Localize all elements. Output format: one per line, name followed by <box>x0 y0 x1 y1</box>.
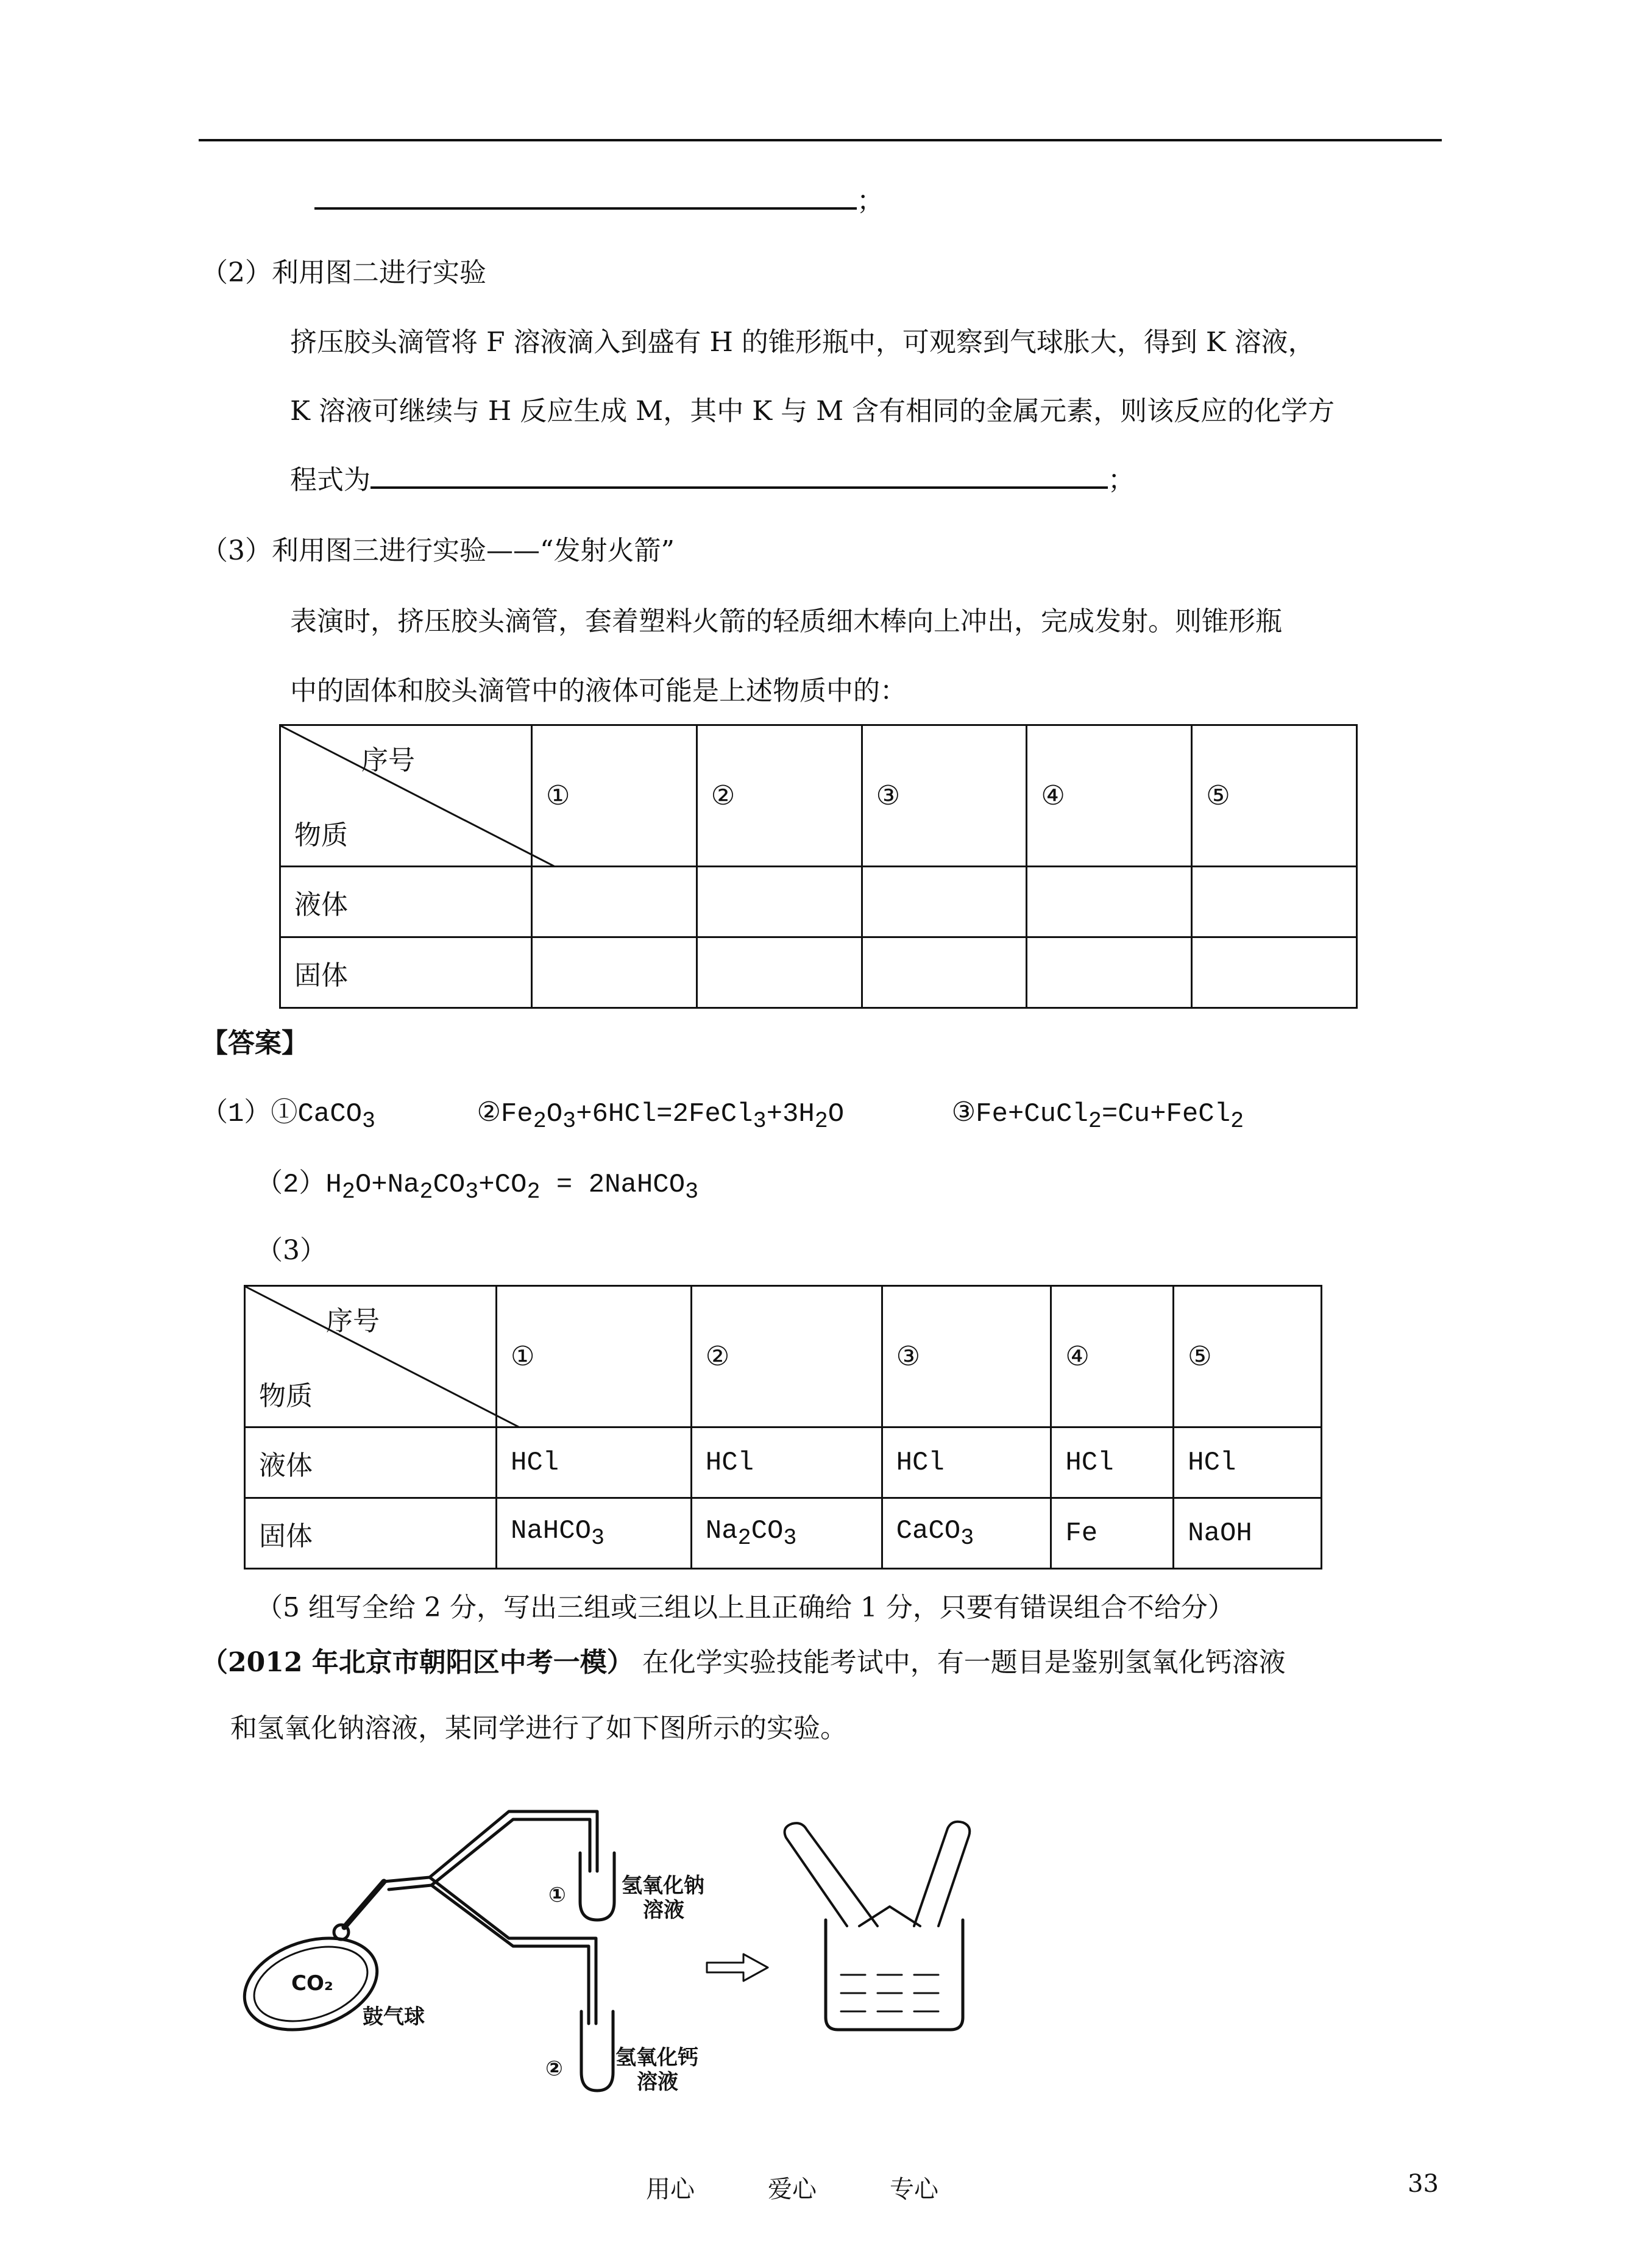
table-cell: Fe <box>1051 1498 1174 1569</box>
table-cell <box>532 867 697 937</box>
table-cell <box>1192 937 1357 1008</box>
answer-1-item1: ①CaCO <box>271 1099 363 1129</box>
answer-1-item3: ③Fe+CuCl <box>951 1099 1088 1129</box>
answer-3: （3） <box>256 1235 327 1266</box>
table1-corner <box>280 725 532 867</box>
page-number: 33 <box>1408 2170 1439 2198</box>
question-source: （2012 年北京市朝阳区中考一模） <box>201 1647 634 1678</box>
col-header: ④ <box>1051 1286 1174 1427</box>
q2-line3-suffix: ； <box>1108 464 1135 496</box>
table-cell: HCl <box>882 1427 1051 1498</box>
tube2-number: ② <box>545 2056 563 2081</box>
tube-upper <box>384 1811 597 1882</box>
table2-corner <box>245 1286 497 1427</box>
answer-1-item2: ②Fe <box>477 1099 533 1129</box>
q2-line1: 挤压胶头滴管将 F 溶液滴入到盛有 H 的锥形瓶中，可观察到气球胀大，得到 K 溶液， <box>290 327 1315 358</box>
scoring-note: （5 组写全给 2 分，写出三组或三组以上且正确给 1 分，只要有错误组合不给分） <box>256 1592 1235 1623</box>
table-cell <box>697 867 862 937</box>
col-header: ② <box>691 1286 882 1427</box>
q2-line3 <box>290 462 1135 499</box>
col-header: ④ <box>1027 725 1192 867</box>
table-cell: HCl <box>1051 1427 1174 1498</box>
col-header: ⑤ <box>1174 1286 1322 1427</box>
table-cell: HCl <box>1174 1427 1322 1498</box>
table-cell: HCl <box>691 1427 882 1498</box>
table-cell <box>532 937 697 1008</box>
table-cell: NaHCO$_3$ <box>497 1498 692 1569</box>
beaker-top <box>859 1907 920 1926</box>
tube1-name-a: 氢氧化钠 <box>622 1874 704 1898</box>
q2-heading: （2）利用图二进行实验 <box>201 257 486 288</box>
footer-item: 用心 <box>646 2175 695 2203</box>
table-cell <box>1027 937 1192 1008</box>
beaker-tube-right <box>914 1822 970 1926</box>
corner-top-label: 序号 <box>326 1306 380 1337</box>
beaker-tube-left <box>785 1823 878 1926</box>
col-header: ① <box>497 1286 692 1427</box>
answer-blank-line <box>314 183 884 219</box>
footer-item: 爱心 <box>768 2175 817 2203</box>
row-label: 固体 <box>280 937 532 1008</box>
q3-heading: （3）利用图三进行实验——“发射火箭” <box>201 535 675 566</box>
blank-suffix: ； <box>857 185 884 216</box>
corner-bottom-label: 物质 <box>294 820 348 851</box>
corner-top-label: 序号 <box>361 745 415 776</box>
col-header: ⑤ <box>1192 725 1357 867</box>
row-label: 液体 <box>245 1427 497 1498</box>
col-header: ③ <box>862 725 1027 867</box>
table-cell: NaOH <box>1174 1498 1322 1569</box>
col-header: ③ <box>882 1286 1051 1427</box>
tube2-name-b: 溶液 <box>637 2070 678 2094</box>
tube1-number: ① <box>548 1883 566 1907</box>
table-cell <box>862 937 1027 1008</box>
balloon-neck <box>344 1882 384 1927</box>
arrow-icon <box>707 1954 768 1981</box>
table-cell: HCl <box>497 1427 692 1498</box>
q2-line2: K 溶液可继续与 H 反应生成 M，其中 K 与 M 含有相同的金属元素，则该反应的化学方 <box>290 396 1335 427</box>
table-cell: $Na_2CO_3$ <box>691 1498 882 1569</box>
next-question-line2: 和氢氧化钠溶液，某同学进行了如下图所示的实验。 <box>230 1713 847 1744</box>
row-label: 液体 <box>280 867 532 937</box>
corner-bottom-label: 物质 <box>259 1381 313 1412</box>
table-cell <box>1192 867 1357 937</box>
co2-label: CO₂ <box>291 1971 333 1996</box>
table-cell <box>1027 867 1192 937</box>
answer-heading: 【答案】 <box>201 1028 308 1059</box>
row-label: 固体 <box>245 1498 497 1569</box>
table-2 <box>244 1285 1322 1569</box>
table-cell <box>862 867 1027 937</box>
beaker-liquid <box>841 1975 938 2011</box>
answer-2-prefix: （2） <box>256 1170 326 1200</box>
col-header: ① <box>532 725 697 867</box>
answer-2: $(2)H_2O+Na_2CO_3+CO_2$ = 2NaHCO$_3$ <box>256 1170 699 1205</box>
question-text: 在化学实验技能考试中，有一题目是鉴别氢氧化钙溶液 <box>633 1647 1286 1678</box>
q2-line3-prefix: 程式为 <box>290 464 370 496</box>
table-cell <box>697 937 862 1008</box>
balloon-valve <box>334 1925 349 1939</box>
header-rule <box>199 139 1442 141</box>
q3-line1: 表演时，挤压胶头滴管，套着塑料火箭的轻质细木棒向上冲出，完成发射。则锥形瓶 <box>290 606 1282 637</box>
next-question-line1 <box>201 1644 1286 1681</box>
experiment-figure <box>232 1755 1024 2121</box>
balloon-label: 鼓气球 <box>363 2005 425 2029</box>
footer-item: 专心 <box>890 2175 938 2203</box>
col-header: ② <box>697 725 862 867</box>
answer-1-item3b: =Cu+FeCl <box>1101 1099 1231 1129</box>
tube1-name-b: 溶液 <box>643 1898 684 1922</box>
table-1 <box>279 724 1358 1009</box>
table-cell: CaCO$_3$ <box>882 1498 1051 1569</box>
tube-lower <box>430 1877 596 2024</box>
answer-1: （1）①CaCO$_3$ $②Fe_2O_3+6HCl=2FeCl_3+3H_2O$ ③Fe+CuCl$_2$=Cu+FeCl$_2$ <box>201 1099 1244 1134</box>
tube2-name-a: 氢氧化钙 <box>615 2046 698 2070</box>
answer-1-prefix: （1） <box>201 1099 271 1129</box>
q3-line2: 中的固体和胶头滴管中的液体可能是上述物质中的： <box>290 675 907 706</box>
